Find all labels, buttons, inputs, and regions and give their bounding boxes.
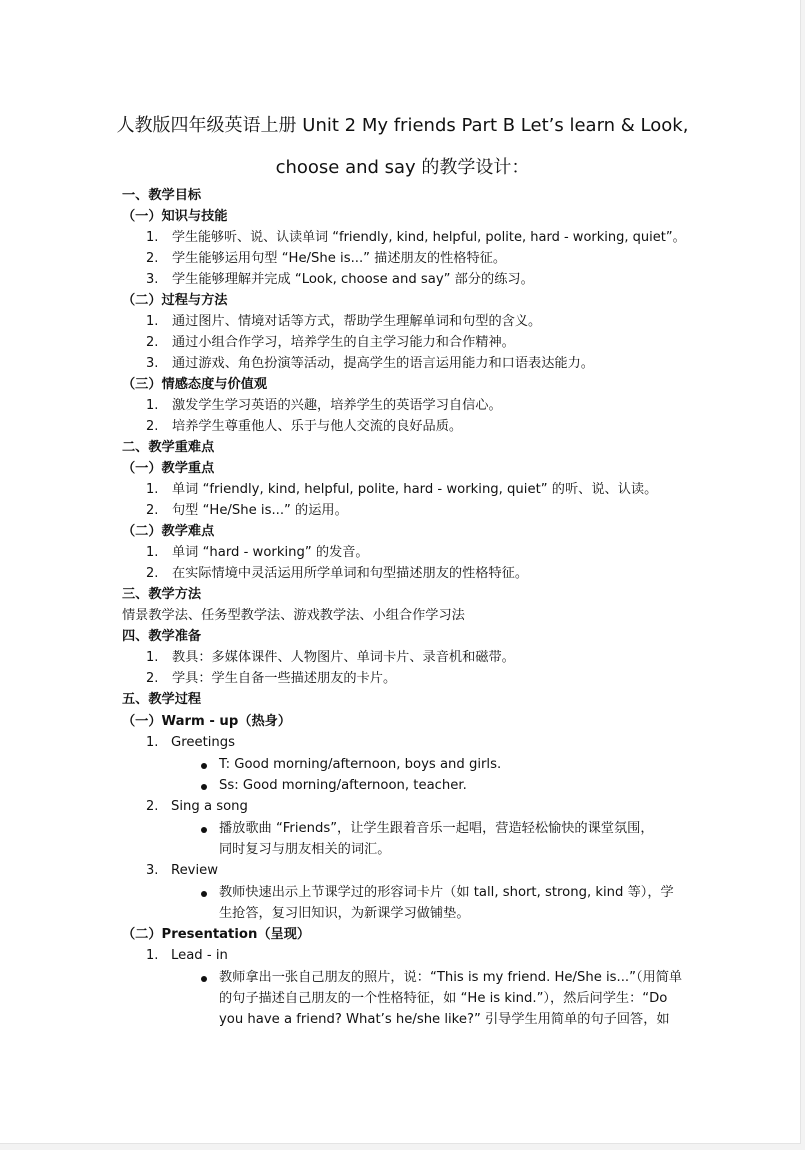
section-heading-teaching-methods: 三、教学方法	[122, 587, 202, 602]
teaching-methods-text: 情景教学法、任务型教学法、游戏教学法、小组合作学习法	[122, 608, 465, 623]
bullet-text-continued: 生抢答，复习旧知识，为新课学习做铺垫。	[219, 906, 470, 921]
section-heading-preparation: 四、教学准备	[122, 629, 202, 644]
document-title-line-2: choose and say 的教学设计：	[275, 157, 530, 178]
list-item: 培养学生尊重他人、乐于与他人交流的良好品质。	[172, 419, 463, 434]
subsection-heading-presentation: （二）Presentation（呈现）	[122, 927, 311, 942]
list-item: 学具：学生自备一些描述朋友的卡片。	[172, 671, 397, 686]
subsection-heading-warm-up: （一）Warm - up（热身）	[122, 714, 292, 729]
bullet-text-continued: 的句子描述自己朋友的一个性格特征，如 “He is kind.”），然后问学生：“Do	[219, 991, 668, 1006]
list-number: 1.	[146, 314, 159, 329]
bullet-text: 教师快速出示上节课学过的形容词卡片（如 tall, short, strong, kind 等），学	[219, 885, 674, 900]
bullet-text-continued: you have a friend? What’s he/she like?” 引导学生用简单的句子回答，如	[219, 1012, 670, 1027]
list-item: 学生能够听、说、认读单词 “friendly, kind, helpful, polite, hard - working, quiet”。	[172, 230, 686, 245]
bullet-dot	[201, 891, 207, 897]
list-number: 2.	[146, 419, 159, 434]
list-item: 通过游戏、角色扮演等活动，提高学生的语言运用能力和口语表达能力。	[172, 356, 594, 371]
list-item: 学生能够运用句型 “He/She is...” 描述朋友的性格特征。	[172, 251, 507, 266]
list-item: 教具：多媒体课件、人物图片、单词卡片、录音机和磁带。	[172, 650, 515, 665]
bullet-text: Ss: Good morning/afternoon, teacher.	[219, 778, 467, 793]
subsection-heading-difficulties: （二）教学难点	[122, 524, 215, 539]
list-number: 3.	[146, 272, 159, 287]
list-number: 1.	[146, 398, 159, 413]
section-heading-process: 五、教学过程	[122, 692, 202, 707]
list-item: 单词 “hard - working” 的发音。	[172, 545, 369, 560]
step-label-lead-in: Lead - in	[171, 948, 228, 963]
subsection-heading-focus: （一）教学重点	[122, 461, 215, 476]
list-number: 1.	[146, 482, 159, 497]
list-number: 2.	[146, 799, 159, 814]
bullet-dot	[201, 976, 207, 982]
list-number: 2.	[146, 335, 159, 350]
list-number: 1.	[146, 948, 159, 963]
list-number: 2.	[146, 671, 159, 686]
list-item: 句型 “He/She is...” 的运用。	[172, 503, 348, 518]
list-item: 单词 “friendly, kind, helpful, polite, hard - working, quiet” 的听、说、认读。	[172, 482, 658, 497]
list-number: 2.	[146, 503, 159, 518]
list-number: 3.	[146, 356, 159, 371]
subsection-heading-knowledge: （一）知识与技能	[122, 209, 228, 224]
list-item: 通过小组合作学习，培养学生的自主学习能力和合作精神。	[172, 335, 515, 350]
bullet-text-continued: 同时复习与朋友相关的词汇。	[219, 842, 391, 857]
list-number: 1.	[146, 735, 159, 750]
subsection-heading-attitude: （三）情感态度与价值观	[122, 377, 268, 392]
bullet-text: 播放歌曲 “Friends”，让学生跟着音乐一起唱，营造轻松愉快的课堂氛围，	[219, 821, 654, 836]
document-title-line-1: 人教版四年级英语上册 Unit 2 My friends Part B Let’s learn & Look,	[116, 115, 689, 136]
step-label-greetings: Greetings	[171, 735, 236, 750]
bullet-text: 教师拿出一张自己朋友的照片，说：“This is my friend. He/She is...”（用简单	[219, 970, 683, 985]
list-number: 1.	[146, 230, 159, 245]
list-item: 在实际情境中灵活运用所学单词和句型描述朋友的性格特征。	[172, 566, 529, 581]
list-item: 激发学生学习英语的兴趣，培养学生的英语学习自信心。	[172, 398, 502, 413]
section-heading-objectives: 一、教学目标	[122, 188, 202, 203]
list-number: 3.	[146, 863, 159, 878]
list-item: 学生能够理解并完成 “Look, choose and say” 部分的练习。	[172, 272, 534, 287]
step-label-review: Review	[171, 863, 219, 878]
list-number: 1.	[146, 650, 159, 665]
bullet-dot	[201, 763, 207, 769]
list-number: 2.	[146, 566, 159, 581]
section-heading-key-points: 二、教学重难点	[122, 440, 215, 455]
list-number: 2.	[146, 251, 159, 266]
list-number: 1.	[146, 545, 159, 560]
list-item: 通过图片、情境对话等方式，帮助学生理解单词和句型的含义。	[172, 314, 542, 329]
bullet-text: T: Good morning/afternoon, boys and girls.	[219, 757, 502, 772]
step-label-sing-a-song: Sing a song	[171, 799, 248, 814]
bullet-dot	[201, 827, 207, 833]
bullet-dot	[201, 784, 207, 790]
subsection-heading-methods: （二）过程与方法	[122, 293, 228, 308]
